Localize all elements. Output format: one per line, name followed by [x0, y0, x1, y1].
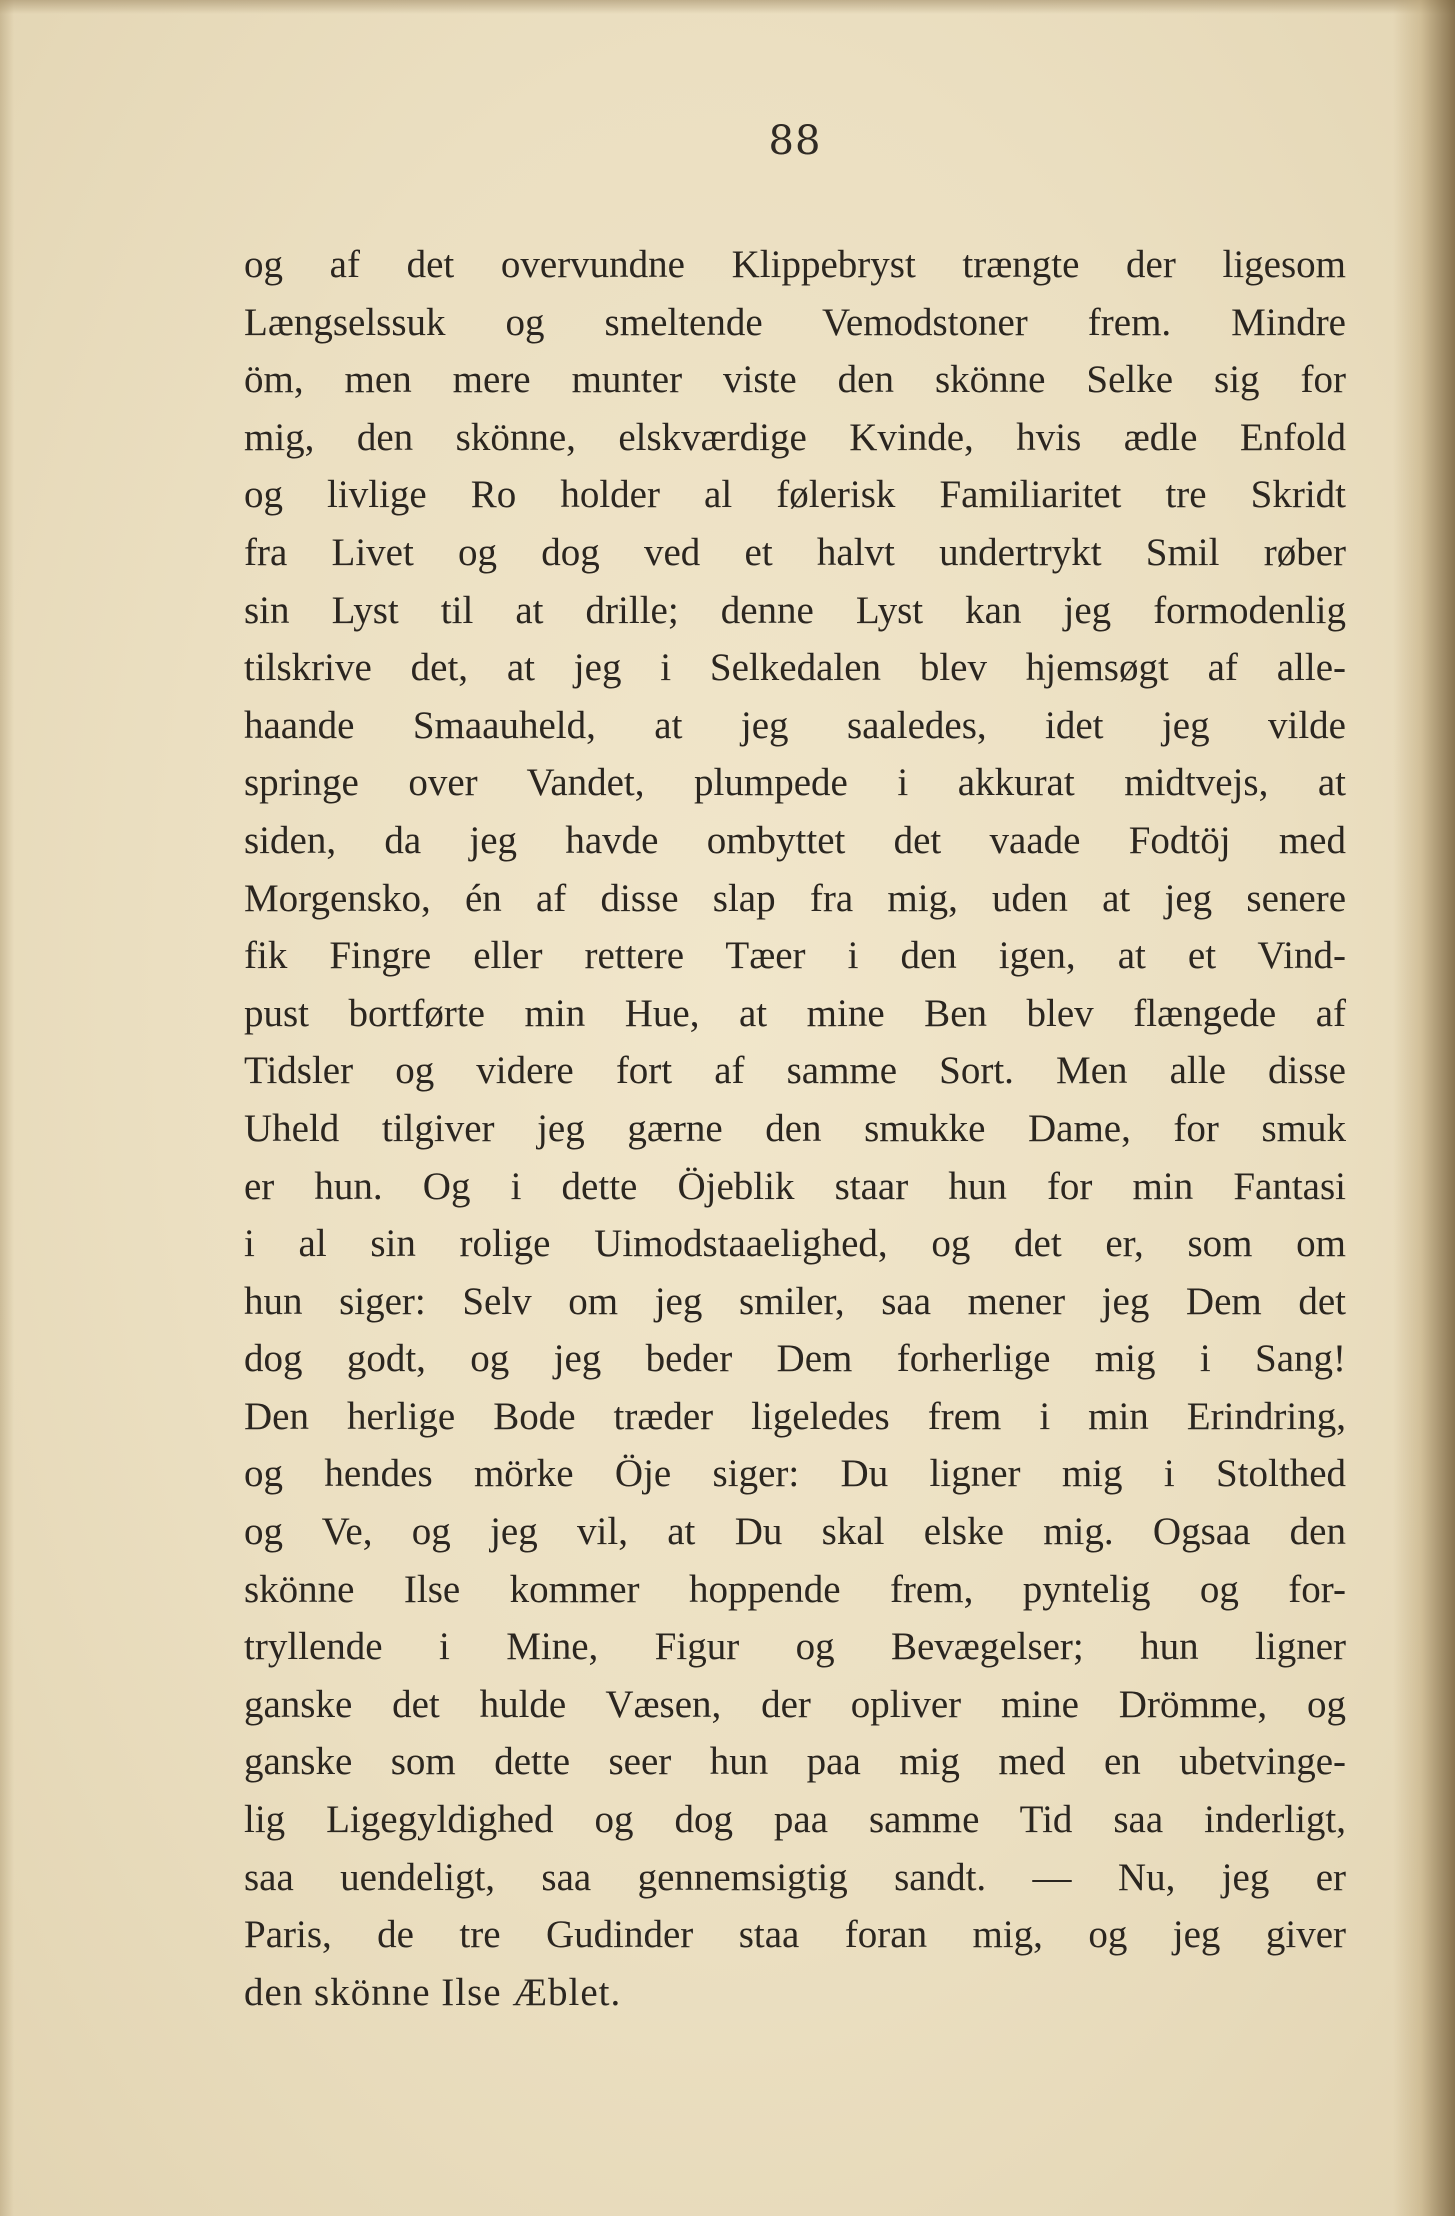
text-line: fik Fingre eller rettere Tæer i den igen, at et Vind-	[244, 934, 1346, 978]
text-line: og livlige Ro holder al følerisk Familiaritet tre Skridt	[244, 473, 1346, 517]
text-line: lig Ligegyldighed og dog paa samme Tid saa inderligt,	[244, 1798, 1346, 1842]
text-line: dog godt, og jeg beder Dem forherlige mig i Sang!	[244, 1337, 1346, 1381]
text-line: Paris, de tre Gudinder staa foran mig, og jeg giver	[244, 1913, 1346, 1957]
page-left-shadow	[0, 0, 14, 2216]
page-number: 88	[768, 118, 822, 164]
text-line: tryllende i Mine, Figur og Bevægelser; hun ligner	[244, 1625, 1346, 1669]
text-line: og hendes mörke Öje siger: Du ligner mig i Stolthed	[244, 1452, 1346, 1496]
text-line: Morgensko, én af disse slap fra mig, uden at jeg senere	[244, 876, 1346, 920]
text-line: springe over Vandet, plumpede i akkurat midtvejs, at	[244, 761, 1346, 805]
text-line: er hun. Og i dette Öjeblik staar hun for min Fantasi	[244, 1164, 1346, 1208]
body-text	[244, 236, 1346, 2021]
text-line: i al sin rolige Uimodstaaelighed, og det er, som om	[244, 1222, 1346, 1266]
text-line: ganske det hulde Væsen, der opliver mine Drömme, og	[244, 1682, 1346, 1726]
text-line: pust bortførte min Hue, at mine Ben blev flængede af	[244, 991, 1346, 1035]
text-line: Uheld tilgiver jeg gærne den smukke Dame, for smuk	[244, 1106, 1346, 1150]
text-line: og af det overvundne Klippebryst trængte der ligesom	[244, 243, 1346, 286]
text-line: hun siger: Selv om jeg smiler, saa mener jeg Dem det	[244, 1279, 1346, 1323]
text-line: fra Livet og dog ved et halvt undertrykt Smil røber	[244, 530, 1346, 574]
text-line: sin Lyst til at drille; denne Lyst kan jeg formodenlig	[244, 588, 1346, 632]
text-line: ganske som dette seer hun paa mig med en ubetvinge-	[244, 1740, 1346, 1784]
text-line: haande Smaauheld, at jeg saaledes, idet jeg vilde	[244, 703, 1346, 747]
text-line: og Ve, og jeg vil, at Du skal elske mig. Ogsaa den	[244, 1510, 1346, 1554]
text-line: Tidsler og videre fort af samme Sort. Men alle disse	[244, 1049, 1346, 1093]
text-line: mig, den skönne, elskværdige Kvinde, hvis ædle Enfold	[244, 415, 1346, 459]
text-line: öm, men mere munter viste den skönne Selke sig for	[244, 358, 1346, 402]
page-binding-edge	[1393, 0, 1455, 2216]
text-line: skönne Ilse kommer hoppende frem, pyntelig og for-	[244, 1567, 1346, 1611]
text-line: Længselssuk og smeltende Vemodstoner frem. Mindre	[244, 300, 1346, 344]
text-line-last: den skönne Ilse Æblet.	[244, 1970, 622, 2014]
page-top-shadow	[0, 0, 1455, 14]
text-line: siden, da jeg havde ombyttet det vaade Fodtöj med	[244, 818, 1346, 862]
text-line: Den herlige Bode træder ligeledes frem i min Erindring,	[244, 1394, 1346, 1438]
text-line: saa uendeligt, saa gennemsigtig sandt. — Nu, jeg er	[244, 1855, 1346, 1899]
text-line: tilskrive det, at jeg i Selkedalen blev hjemsøgt af alle-	[244, 646, 1346, 690]
